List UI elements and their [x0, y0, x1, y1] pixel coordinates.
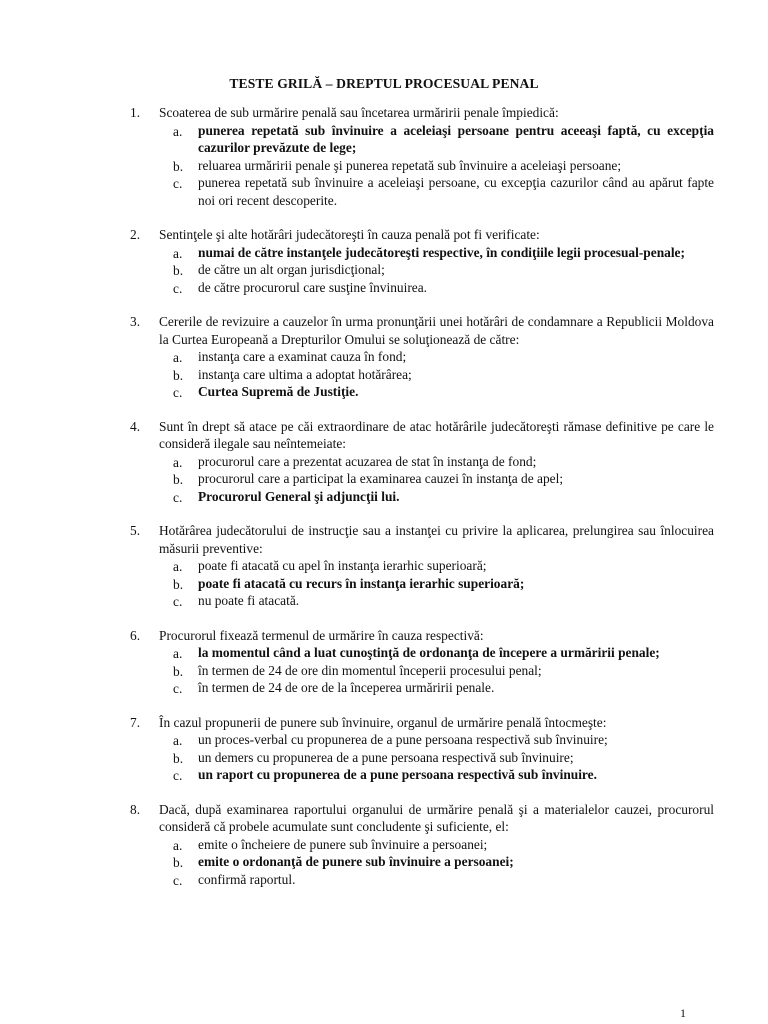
option-list	[0, 348, 768, 401]
option-letter: c.	[173, 385, 183, 400]
question-5	[0, 522, 768, 610]
option-a	[173, 644, 714, 662]
question-text: Procurorul fixează termenul de urmărire în cauza respectivă:	[159, 627, 484, 643]
option-text: instanţa care ultima a adoptat hotărârea;	[198, 366, 412, 382]
question-text: În cazul propunerii de punere sub învinuire, organul de urmărire penală întocmeşte:	[159, 714, 607, 730]
option-list	[0, 731, 768, 784]
option-letter: b.	[173, 576, 184, 592]
question-number: 5.	[130, 523, 141, 538]
question-number: 7.	[130, 714, 141, 730]
option-list	[0, 244, 768, 297]
question-number: 6.	[130, 627, 141, 643]
question-7	[0, 714, 768, 784]
option-letter: a.	[173, 123, 183, 139]
option-letter: b.	[173, 750, 184, 766]
option-text: emite o ordonanţă de punere sub învinuire a persoanei;	[198, 854, 514, 869]
option-b	[173, 853, 714, 871]
option-letter: c.	[173, 594, 183, 609]
option-list	[0, 453, 768, 506]
question-number: 3.	[130, 314, 141, 329]
option-c	[173, 679, 714, 697]
option-a	[173, 122, 714, 157]
option-text: de către procurorul care susţine învinuirea.	[198, 279, 428, 295]
option-text: în termen de 24 de ore de la începerea urmăririi penale.	[198, 680, 495, 695]
option-letter: a.	[173, 454, 183, 470]
option-c	[173, 592, 714, 610]
option-text: confirmă raportul.	[198, 871, 296, 887]
option-text: poate fi atacată cu apel în instanţa ierarhic superioară;	[198, 558, 487, 573]
option-text: instanţa care a examinat cauza în fond;	[198, 349, 407, 364]
option-a	[173, 557, 714, 575]
option-letter: c.	[173, 872, 183, 888]
question-text: Sentinţele şi alte hotărâri judecătoreşti în cauza penală pot fi verificate:	[159, 227, 540, 242]
option-list	[0, 644, 768, 697]
option-c	[173, 383, 714, 401]
option-letter: a.	[173, 350, 183, 365]
option-text: un raport cu propunerea de a pune persoana respectivă sub învinuire.	[198, 767, 597, 782]
question-text: Dacă, după examinarea raportului organului de urmărire penală şi a materialelor cauzei, procurorul consideră că probele acumulate sunt concludente şi suficiente, el:	[159, 801, 714, 834]
option-text: un proces-verbal cu propunerea de a pune persoana respectivă sub învinuire;	[198, 732, 608, 747]
option-text: procurorul care a participat la examinarea cauzei în instanţa de apel;	[198, 471, 564, 486]
option-text: nu poate fi atacată.	[198, 593, 300, 608]
option-b	[173, 261, 714, 279]
option-list	[0, 557, 768, 610]
option-text: de către un alt organ jurisdicţional;	[198, 262, 385, 277]
option-text: reluarea urmăririi penale şi punerea repetată sub învinuire a aceleiaşi persoane;	[198, 157, 622, 173]
option-list	[0, 122, 768, 210]
option-letter: b.	[173, 855, 184, 870]
option-letter: b.	[173, 367, 184, 383]
option-text: în termen de 24 de ore din momentul începerii procesului penal;	[198, 662, 542, 678]
question-2	[0, 226, 768, 296]
option-letter: b.	[173, 472, 184, 487]
option-c	[173, 871, 714, 889]
question-4	[0, 418, 768, 506]
option-letter: c.	[173, 176, 183, 191]
option-letter: a.	[173, 733, 183, 748]
option-c	[173, 174, 714, 209]
question-list	[0, 104, 768, 905]
option-a	[173, 836, 714, 854]
option-letter: c.	[173, 768, 183, 783]
option-c	[173, 488, 714, 506]
page-number: 1	[680, 1006, 686, 1020]
question-text: Sunt în drept să atace pe căi extraordinare de atac hotărârile judecătoreşti rămase definitive pe care le consideră ilegale sau neîntemeiate:	[159, 418, 714, 451]
option-text: emite o încheiere de punere sub învinuire a persoanei;	[198, 836, 488, 852]
option-letter: b.	[173, 663, 184, 679]
option-letter: c.	[173, 280, 183, 296]
option-c	[173, 279, 714, 297]
option-text: Procurorul General şi adjuncţii lui.	[198, 488, 400, 504]
option-c	[173, 766, 714, 784]
question-6	[0, 627, 768, 697]
option-text: la momentul când a luat cunoştinţă de ordonanţa de începere a urmăririi penale;	[198, 645, 660, 660]
question-text: Hotărârea judecătorului de instrucţie sau a instanţei cu privire la aplicarea, prelungirea sau înlocuirea măsurii preventive:	[159, 523, 714, 556]
question-8	[0, 801, 768, 889]
option-a	[173, 453, 714, 471]
option-b	[173, 366, 714, 384]
option-text: poate fi atacată cu recurs în instanţa ierarhic superioară;	[198, 575, 525, 591]
question-number: 1.	[130, 105, 141, 120]
option-b	[173, 749, 714, 767]
question-number: 2.	[130, 227, 141, 242]
option-text: procurorul care a prezentat acuzarea de stat în instanţa de fond;	[198, 453, 537, 469]
option-a	[173, 348, 714, 366]
option-b	[173, 157, 714, 175]
option-letter: b.	[173, 263, 184, 278]
option-b	[173, 470, 714, 488]
option-b	[173, 575, 714, 593]
question-3	[0, 313, 768, 401]
option-b	[173, 662, 714, 680]
option-a	[173, 244, 714, 262]
option-letter: c.	[173, 489, 183, 505]
option-letter: a.	[173, 559, 183, 574]
question-text: Cererile de revizuire a cauzelor în urma pronunţării unei hotărâri de condamnare a Republicii Moldova la Curtea Europeană a Drepturilor Omului se soluţionează de către:	[159, 314, 714, 347]
option-letter: a.	[173, 837, 183, 853]
option-letter: c.	[173, 681, 183, 696]
option-text: numai de către instanţele judecătoreşti respective, în condiţiile legii procesual-penale;	[198, 244, 685, 260]
document-title: TESTE GRILĂ – DREPTUL PROCESUAL PENAL	[229, 76, 539, 91]
option-a	[173, 731, 714, 749]
question-1	[0, 104, 768, 209]
question-number: 8.	[130, 801, 141, 817]
option-list	[0, 836, 768, 889]
option-letter: a.	[173, 245, 183, 261]
question-text: Scoaterea de sub urmărire penală sau încetarea urmăririi penale împiedică:	[159, 105, 559, 120]
option-letter: a.	[173, 646, 183, 661]
option-text: punerea repetată sub învinuire a aceleiaşi persoane, cu excepţia cazurilor când au apărut fapte noi ori recent descoperite.	[198, 175, 714, 208]
option-text: un demers cu propunerea de a pune persoana respectivă sub învinuire;	[198, 749, 574, 765]
question-number: 4.	[130, 418, 141, 434]
option-letter: b.	[173, 158, 184, 174]
option-text: punerea repetată sub învinuire a aceleiaşi persoane pentru aceeaşi faptă, cu excepţia cazurilor prevăzute de lege;	[198, 122, 714, 155]
option-text: Curtea Supremă de Justiţie.	[198, 384, 359, 399]
